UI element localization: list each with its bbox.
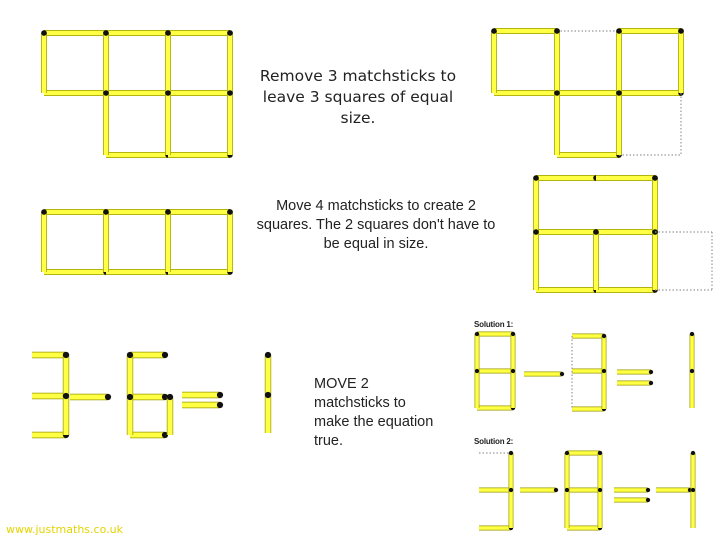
- matchstick: [106, 152, 171, 158]
- matchstick: [678, 28, 684, 93]
- matchstick: [168, 152, 233, 158]
- match-head: [165, 90, 171, 96]
- matchstick: [475, 369, 479, 408]
- matchstick: [596, 287, 658, 293]
- matchstick: [511, 369, 515, 408]
- matchstick: [479, 526, 513, 530]
- match-head: [652, 175, 658, 181]
- matchstick: [227, 90, 233, 155]
- solution-2-label: Solution 2:: [474, 437, 514, 446]
- matchstick: [598, 488, 602, 528]
- matchstick: [602, 334, 606, 371]
- matchstick: [598, 451, 602, 490]
- match-head: [265, 352, 271, 358]
- matchstick: [227, 30, 233, 93]
- match-head: [63, 393, 69, 399]
- matchstick: [477, 332, 515, 336]
- match-head: [475, 332, 479, 336]
- match-head: [533, 229, 539, 235]
- match-head: [265, 392, 271, 398]
- matchstick: [690, 369, 694, 408]
- matchstick: [614, 498, 650, 502]
- matchstick: [565, 451, 569, 490]
- puzzle3-solution2-equation: [479, 451, 695, 530]
- matchstick: [533, 175, 539, 232]
- matchstick: [41, 30, 47, 93]
- matchstick: [524, 372, 564, 376]
- matchstick: [554, 28, 560, 93]
- matchstick: [103, 90, 109, 155]
- match-head: [691, 488, 695, 492]
- match-head: [127, 352, 133, 358]
- matchstick: [557, 90, 622, 96]
- puzzle3-instruction: MOVE 2 matchsticks to make the equation true.: [314, 376, 434, 449]
- matchstick: [572, 369, 606, 373]
- match-head: [554, 28, 560, 34]
- puzzle1-instruction: Remove 3 matchsticks to leave 3 squares of equal size.: [259, 67, 457, 127]
- matchstick: [106, 90, 171, 96]
- matchstick: [44, 30, 109, 36]
- matchstick: [616, 90, 622, 155]
- matchstick: [617, 381, 653, 385]
- matchstick: [103, 30, 109, 93]
- matchstick: [614, 488, 650, 492]
- matchstick: [596, 229, 658, 235]
- match-head: [593, 229, 599, 235]
- matchstick: [63, 352, 69, 396]
- matchstick: [182, 402, 223, 408]
- match-head: [63, 352, 69, 358]
- match-head: [227, 30, 233, 36]
- matchstick: [494, 90, 560, 96]
- match-head: [554, 90, 560, 96]
- matchstick: [265, 352, 271, 395]
- match-head: [41, 30, 47, 36]
- matchstick: [165, 30, 171, 93]
- matchstick: [572, 334, 606, 338]
- match-head: [690, 332, 694, 336]
- match-head: [162, 352, 168, 358]
- match-head: [511, 369, 515, 373]
- match-head: [560, 372, 564, 376]
- matchstick: [477, 406, 515, 410]
- match-head: [491, 28, 497, 34]
- match-head: [165, 209, 171, 215]
- matchstick: [593, 229, 599, 290]
- match-head: [554, 488, 558, 492]
- matchstick: [475, 332, 479, 371]
- matchstick: [509, 488, 513, 528]
- match-head: [217, 392, 223, 398]
- matchstick: [182, 392, 223, 398]
- matchstick: [652, 175, 658, 232]
- matchstick: [265, 392, 271, 433]
- matchstick: [44, 90, 109, 96]
- matchstick: [690, 332, 694, 371]
- matchstick: [533, 229, 539, 290]
- matchstick: [106, 209, 171, 215]
- matchstick: [617, 370, 653, 374]
- matchstick: [602, 369, 606, 409]
- match-head: [678, 28, 684, 34]
- matchstick: [477, 369, 515, 373]
- match-head: [511, 332, 515, 336]
- matchstick: [520, 488, 558, 492]
- matchstick: [479, 488, 513, 492]
- matchstick: [536, 287, 599, 293]
- match-head: [227, 90, 233, 96]
- match-head: [103, 209, 109, 215]
- match-head: [602, 369, 606, 373]
- matchstick: [44, 209, 109, 215]
- matchstick: [106, 269, 171, 275]
- matchstick: [127, 394, 133, 435]
- matchstick: [616, 28, 622, 93]
- match-head: [616, 28, 622, 34]
- match-head: [165, 30, 171, 36]
- matchstick: [536, 229, 599, 235]
- match-head: [217, 402, 223, 408]
- matchstick: [567, 526, 602, 530]
- puzzle1-answer-grid: [491, 28, 684, 158]
- matchstick: [106, 30, 171, 36]
- matchstick: [565, 488, 569, 528]
- matchstick: [491, 28, 497, 93]
- matchstick: [572, 407, 606, 411]
- match-head: [167, 394, 173, 400]
- matchstick: [619, 28, 684, 34]
- match-head: [616, 90, 622, 96]
- match-head: [103, 90, 109, 96]
- matchstick: [63, 393, 69, 435]
- match-head: [227, 209, 233, 215]
- match-head: [690, 369, 694, 373]
- matchstick: [41, 209, 47, 272]
- matchstick: [554, 90, 560, 155]
- puzzle3-equation: [32, 352, 271, 438]
- match-head: [41, 209, 47, 215]
- match-head: [565, 451, 569, 455]
- match-head: [103, 30, 109, 36]
- matchstick: [509, 451, 513, 490]
- matchstick: [656, 488, 692, 492]
- matchstick: [511, 332, 515, 371]
- match-head: [533, 175, 539, 181]
- match-head: [598, 451, 602, 455]
- match-head: [649, 370, 653, 374]
- matchstick: [168, 30, 233, 36]
- matchstick: [130, 432, 168, 438]
- matchstick: [168, 269, 233, 275]
- matchstick: [44, 269, 109, 275]
- matchstick: [567, 451, 602, 455]
- matchstick: [168, 209, 233, 215]
- solution-1-label: Solution 1:: [474, 320, 514, 329]
- puzzle2-instruction: Move 4 matchsticks to create 2 squares. The 2 squares don't have to be equal in size.: [256, 198, 496, 252]
- matchstick: [165, 209, 171, 272]
- matchstick: [596, 175, 658, 181]
- matchstick: [103, 209, 109, 272]
- matchstick: [691, 488, 695, 528]
- match-head: [475, 369, 479, 373]
- matchstick: [691, 451, 695, 490]
- match-head: [646, 488, 650, 492]
- matchstick: [536, 175, 599, 181]
- match-head: [646, 498, 650, 502]
- match-head: [509, 488, 513, 492]
- footer-website: www.justmaths.co.uk: [6, 523, 123, 536]
- puzzle3-solution1-equation: [475, 332, 694, 411]
- match-head: [509, 451, 513, 455]
- match-head: [127, 394, 133, 400]
- puzzle2-answer-grid: [533, 175, 712, 293]
- matchstick: [168, 90, 233, 96]
- match-head: [602, 334, 606, 338]
- puzzle1-start-grid: [41, 30, 233, 158]
- matchstick: [567, 488, 602, 492]
- matchstick: [127, 352, 133, 397]
- matchstick: [619, 90, 684, 96]
- matchstick: [167, 394, 173, 435]
- match-head: [565, 488, 569, 492]
- puzzle2-start-grid: [41, 209, 233, 275]
- match-head: [598, 488, 602, 492]
- matchstick: [227, 209, 233, 272]
- matchstick: [557, 152, 622, 158]
- matchstick: [652, 229, 658, 290]
- matchstick: [130, 352, 168, 358]
- match-head: [691, 451, 695, 455]
- match-head: [105, 394, 111, 400]
- matchstick: [494, 28, 560, 34]
- matchstick: [70, 394, 111, 400]
- match-head: [649, 381, 653, 385]
- matchstick: [130, 394, 168, 400]
- matchstick: [165, 90, 171, 155]
